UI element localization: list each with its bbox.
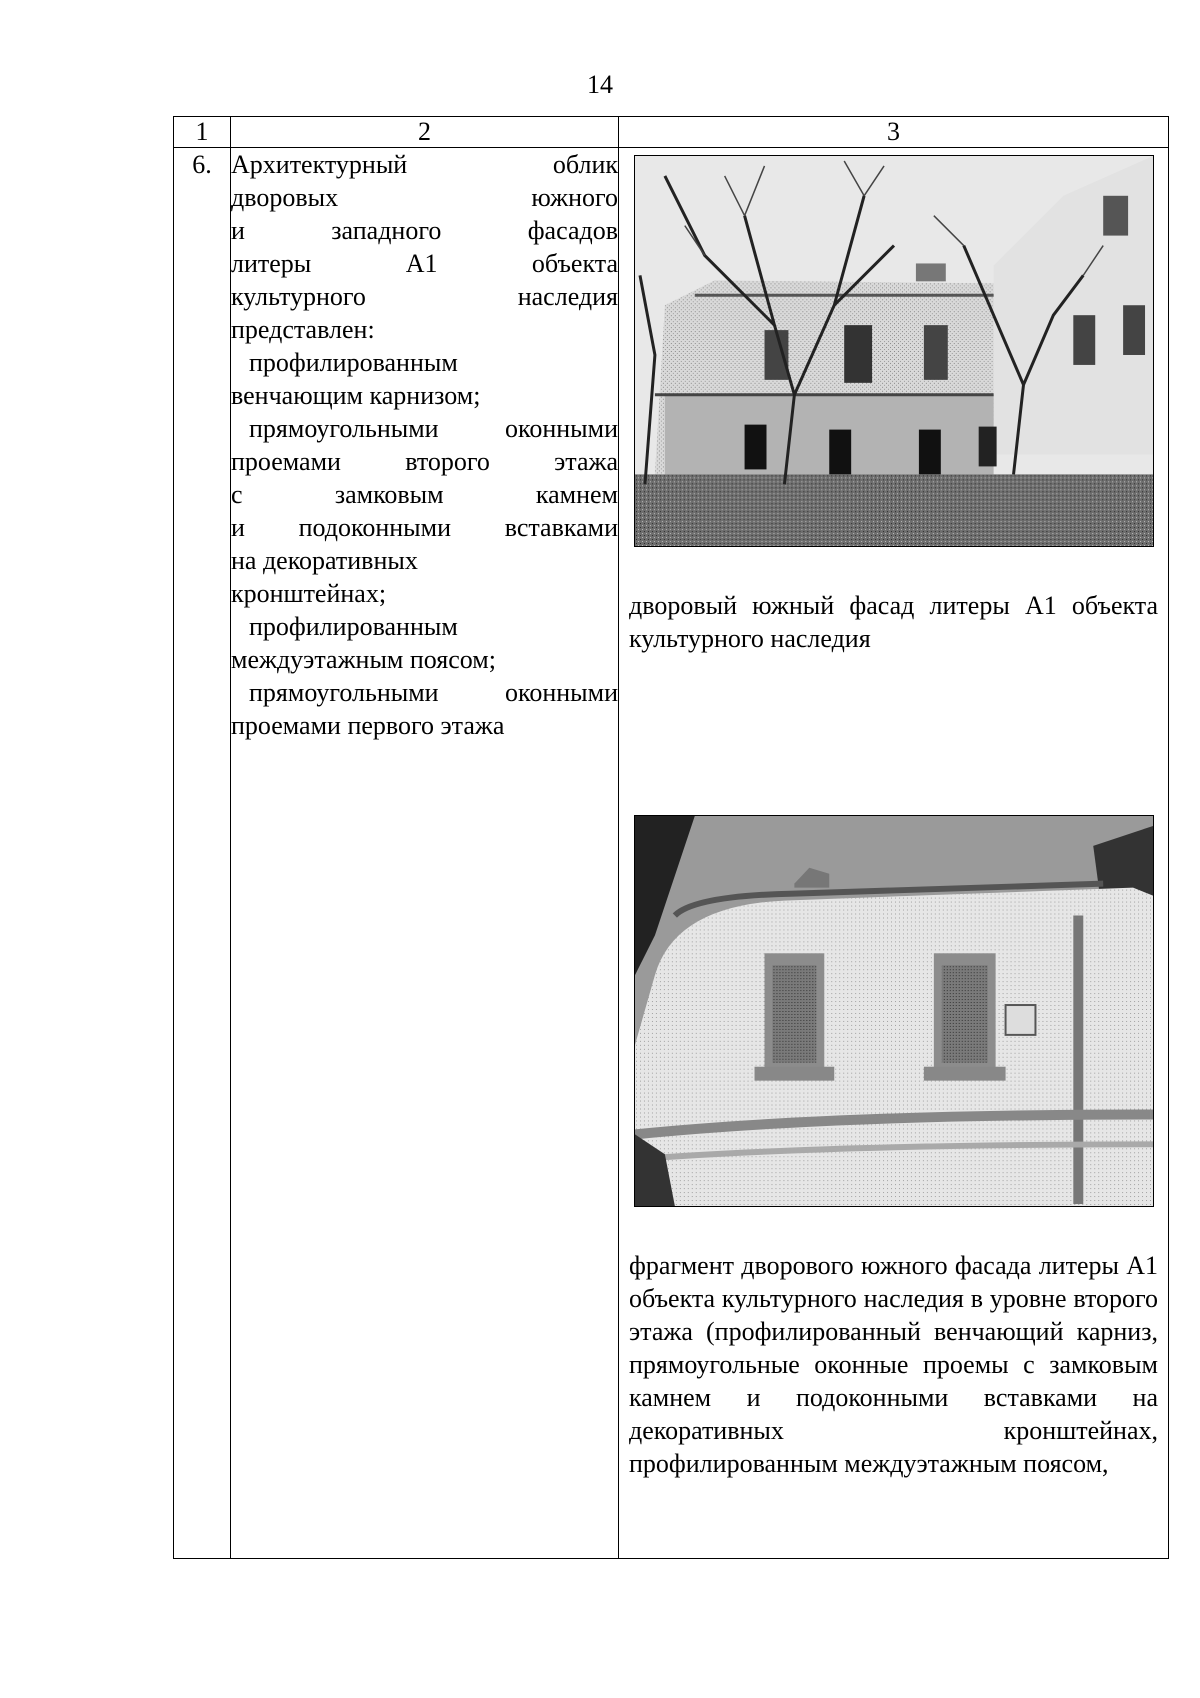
page-number: 14 — [587, 70, 613, 99]
column-header-3: 3 — [619, 117, 1169, 148]
table-row — [174, 148, 1169, 1559]
row-photos — [619, 148, 1169, 1559]
row-description — [231, 148, 619, 1559]
description-line: представлен: — [231, 315, 375, 344]
description-line: прямоугольными оконными — [249, 414, 618, 443]
description-line: культурного наследия — [231, 282, 618, 311]
description-line: дворовых южного — [231, 183, 618, 212]
description-line: и подоконными вставками — [231, 513, 618, 542]
description-line: Архитектурный облик — [231, 150, 618, 179]
description-line: междуэтажным поясом; — [231, 645, 496, 674]
description-line: с замковым камнем — [231, 480, 618, 509]
description-line: на декоративных — [231, 546, 418, 575]
column-header-1: 1 — [174, 117, 231, 148]
description-line: прямоугольными оконными — [249, 678, 618, 707]
table-header-row — [174, 117, 1169, 148]
column-header-2: 2 — [231, 117, 619, 148]
facade-fragment-photo — [634, 815, 1154, 1207]
description-line: профилированным — [249, 348, 458, 377]
description-line: кронштейнах; — [231, 579, 387, 608]
building-facade-photo — [634, 155, 1154, 547]
description-line: проемами второго этажа — [231, 447, 618, 476]
description-line: венчающим карнизом; — [231, 381, 481, 410]
heritage-table — [173, 116, 1169, 1559]
description-line: и западного фасадов — [231, 216, 618, 245]
photo-caption: дворовый южный фасад литеры А1 объекта культурного наследия — [629, 591, 1158, 653]
row-number: 6. — [174, 148, 231, 1559]
photo-caption: фрагмент дворового южного фасада литеры А1 объекта культурного наследия в уровне второго этажа (профилированный венчающий карниз, прямоугольные оконные проемы с замковым камнем и подоконными вставками на декоративных кронштейнах, профилированным междуэтажным поясом, — [629, 1251, 1158, 1478]
description-line: проемами первого этажа — [231, 711, 505, 740]
description-line: профилированным — [249, 612, 458, 641]
description-line: литеры А1 объекта — [231, 249, 618, 278]
